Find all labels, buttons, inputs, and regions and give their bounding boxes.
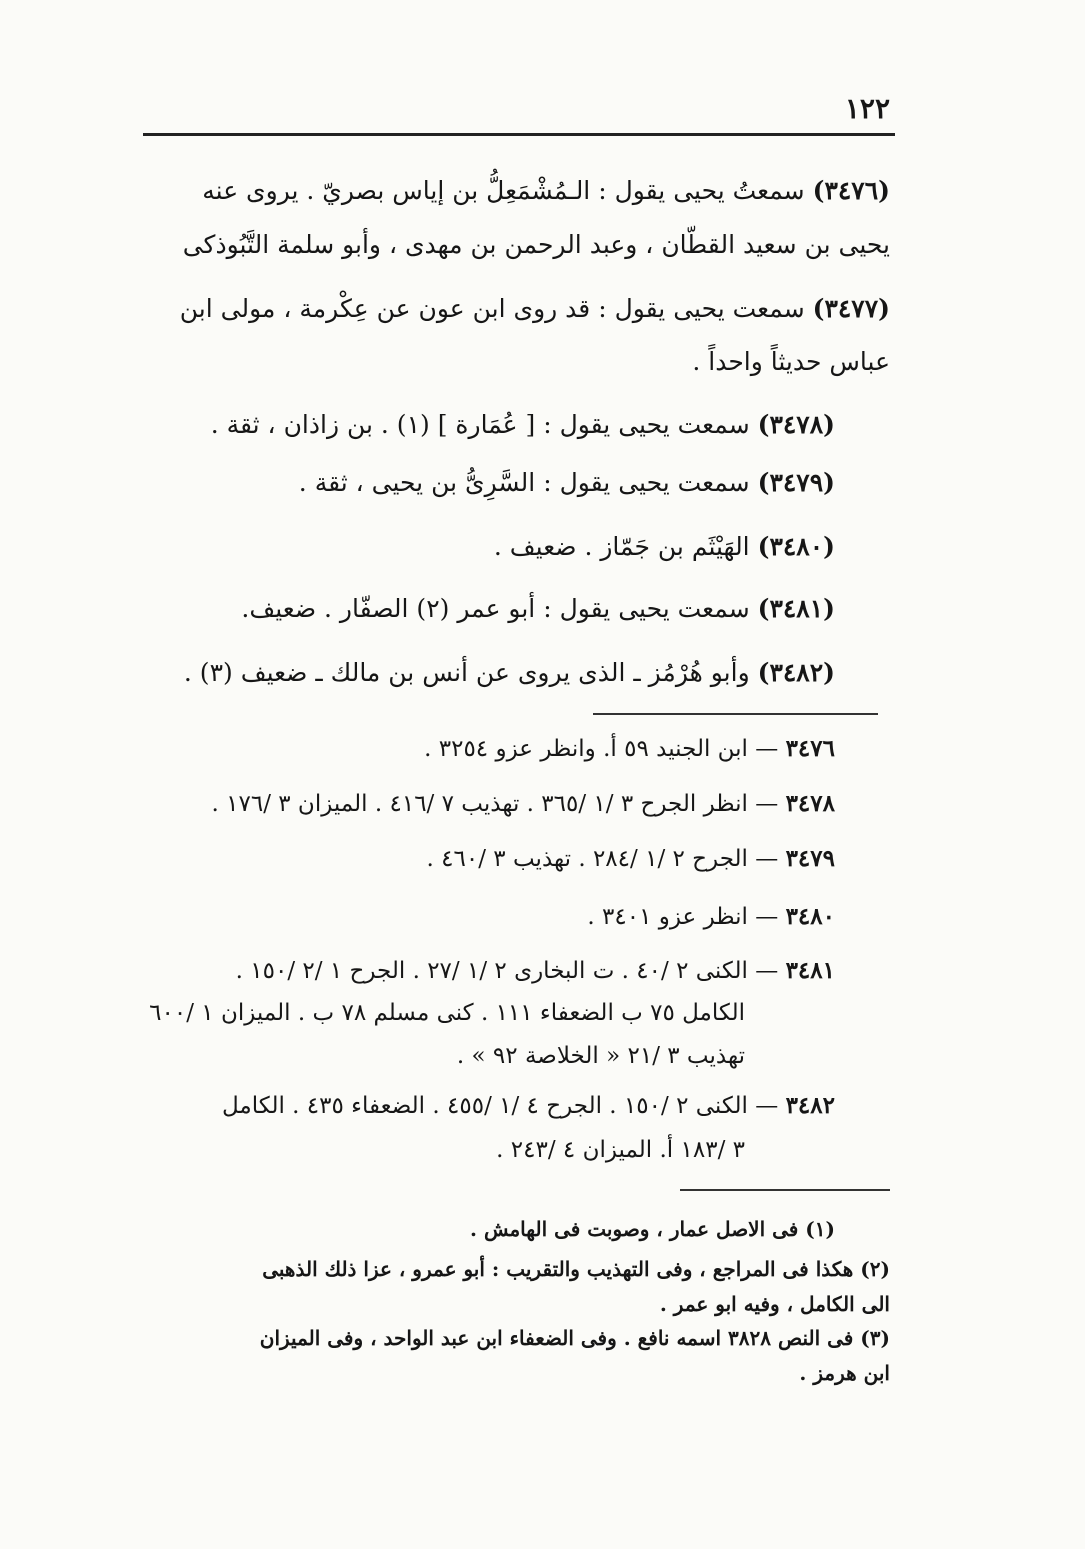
page-number: ١٢٢ bbox=[844, 92, 890, 125]
entry-text: سمعت يحيى يقول : قد روى ابن عون عن عِكْرمة ، مولى ابن bbox=[179, 294, 805, 323]
entry-3481 bbox=[241, 594, 835, 623]
reference-text: الكنى ٢ /١٥٠ . الجرح ٤ /١ /٤٥٥ . الضعفاء ٤٣٥ . الكامل bbox=[222, 1093, 748, 1119]
entry-3476-line-2: يحيى بن سعيد القطّان ، وعبد الرحمن بن مهدى ، وأبو سلمة التَّبُوذكى bbox=[182, 230, 890, 259]
entry-number: (٣٤٧٩) bbox=[757, 468, 835, 497]
entry-number: (٣٤٧٦) bbox=[812, 176, 890, 205]
reference-3481-line-3: تهذيب ٣ /٢١ « الخلاصة ٩٢ » . bbox=[456, 1043, 745, 1069]
reference-text: انظر عزو ٣٤٠١ . bbox=[587, 904, 748, 930]
entry-text: سمعت يحيى يقول : أبو عمر (٢) الصفّار . ضعيف. bbox=[241, 594, 750, 623]
entry-text: سمعت يحيى يقول : السَّرِىُّ بن يحيى ، ثقة . bbox=[298, 468, 750, 497]
references-separator bbox=[593, 713, 878, 715]
entry-number: (٣٤٨٠) bbox=[757, 532, 835, 561]
reference-3481-line-2: الكامل ٧٥ ب الضعفاء ١١١ . كنى مسلم ٧٨ ب . الميزان ١ /٦٠٠ bbox=[149, 1000, 745, 1026]
reference-3478: ٣٤٧٨ — انظر الجرح ٣ /١ /٣٦٥ . تهذيب ٧ /٤١٦ . الميزان ٣ /١٧٦ . bbox=[211, 790, 835, 817]
footnotes-separator bbox=[680, 1189, 890, 1191]
entry-number: (٣٤٧٧) bbox=[812, 294, 890, 323]
reference-number: ٣٤٨١ bbox=[785, 957, 835, 984]
reference-3482-line-2: ٣ /١٨٣ أ. الميزان ٤ /٢٤٣ . bbox=[496, 1137, 745, 1163]
entry-3476-line-1 bbox=[202, 176, 890, 205]
reference-text: الكنى ٢ /٤٠ . ت البخارى ٢ /١ /٢٧ . الجرح ١ /٢ /١٥٠ . bbox=[235, 958, 748, 984]
reference-number: ٣٤٨٢ bbox=[785, 1092, 835, 1119]
reference-3479: ٣٤٧٩ — الجرح ٢ /١ /٢٨٤ . تهذيب ٣ /٤٦٠ . bbox=[426, 845, 835, 872]
reference-3481-line-1: ٣٤٨١ — الكنى ٢ /٤٠ . ت البخارى ٢ /١ /٢٧ . الجرح ١ /٢ /١٥٠ . bbox=[235, 957, 835, 984]
reference-text: ابن الجنيد ٥٩ أ. وانظر عزو ٣٢٥٤ . bbox=[424, 736, 748, 762]
reference-text: الجرح ٢ /١ /٢٨٤ . تهذيب ٣ /٤٦٠ . bbox=[426, 846, 748, 872]
reference-number: ٣٤٧٩ bbox=[785, 845, 835, 872]
entry-text: سمعتُ يحيى يقول : الـمُشْمَعِلُّ بن إياس بصريّ . يروى عنه bbox=[202, 176, 805, 205]
entry-3479 bbox=[299, 468, 835, 497]
entry-number: (٣٤٨١) bbox=[757, 594, 835, 623]
entry-text: الهَيْثَم بن جَمّاز . ضعيف . bbox=[493, 532, 750, 561]
entry-3482 bbox=[184, 658, 835, 687]
footnote-2-line-2: الى الكامل ، وفيه ابو عمر . bbox=[659, 1292, 890, 1316]
entry-text: سمعت يحيى يقول : [ عُمَارة ] (١) . بن زاذان ، ثقة . bbox=[210, 410, 750, 439]
reference-number: ٣٤٧٨ bbox=[785, 790, 835, 817]
entry-3478 bbox=[211, 410, 835, 439]
footnote-2-line-1: (٢) هكذا فى المراجع ، وفى التهذيب والتقريب : أبو عمرو ، عزا ذلك الذهبى bbox=[262, 1257, 890, 1281]
reference-number: ٣٤٨٠ bbox=[785, 903, 835, 930]
entry-3480 bbox=[494, 532, 835, 561]
entry-3477-line-2: عباس حديثاً واحداً . bbox=[692, 347, 890, 376]
reference-3476: ٣٤٧٦ — ابن الجنيد ٥٩ أ. وانظر عزو ٣٢٥٤ . bbox=[424, 735, 835, 762]
header-rule bbox=[143, 133, 895, 136]
entry-text: وأبو هُرْمُز ـ الذى يروى عن أنس بن مالك ـ ضعيف (٣) . bbox=[183, 658, 750, 687]
footnote-3-line-2: ابن هرمز . bbox=[799, 1361, 890, 1385]
reference-3480: ٣٤٨٠ — انظر عزو ٣٤٠١ . bbox=[587, 903, 835, 930]
entry-number: (٣٤٨٢) bbox=[757, 658, 835, 687]
reference-number: ٣٤٧٦ bbox=[785, 735, 835, 762]
entry-3477-line-1 bbox=[180, 294, 890, 323]
footnote-3-line-1: (٣) فى النص ٣٨٢٨ اسمه نافع . وفى الضعفاء ابن عبد الواحد ، وفى الميزان bbox=[259, 1326, 890, 1350]
entry-number: (٣٤٧٨) bbox=[757, 410, 835, 439]
footnote-1: (١) فى الاصل عمار ، وصوبت فى الهامش . bbox=[470, 1217, 835, 1241]
reference-text: انظر الجرح ٣ /١ /٣٦٥ . تهذيب ٧ /٤١٦ . الميزان ٣ /١٧٦ . bbox=[211, 791, 748, 817]
reference-3482-line-1: ٣٤٨٢ — الكنى ٢ /١٥٠ . الجرح ٤ /١ /٤٥٥ . الضعفاء ٤٣٥ . الكامل bbox=[222, 1092, 835, 1119]
